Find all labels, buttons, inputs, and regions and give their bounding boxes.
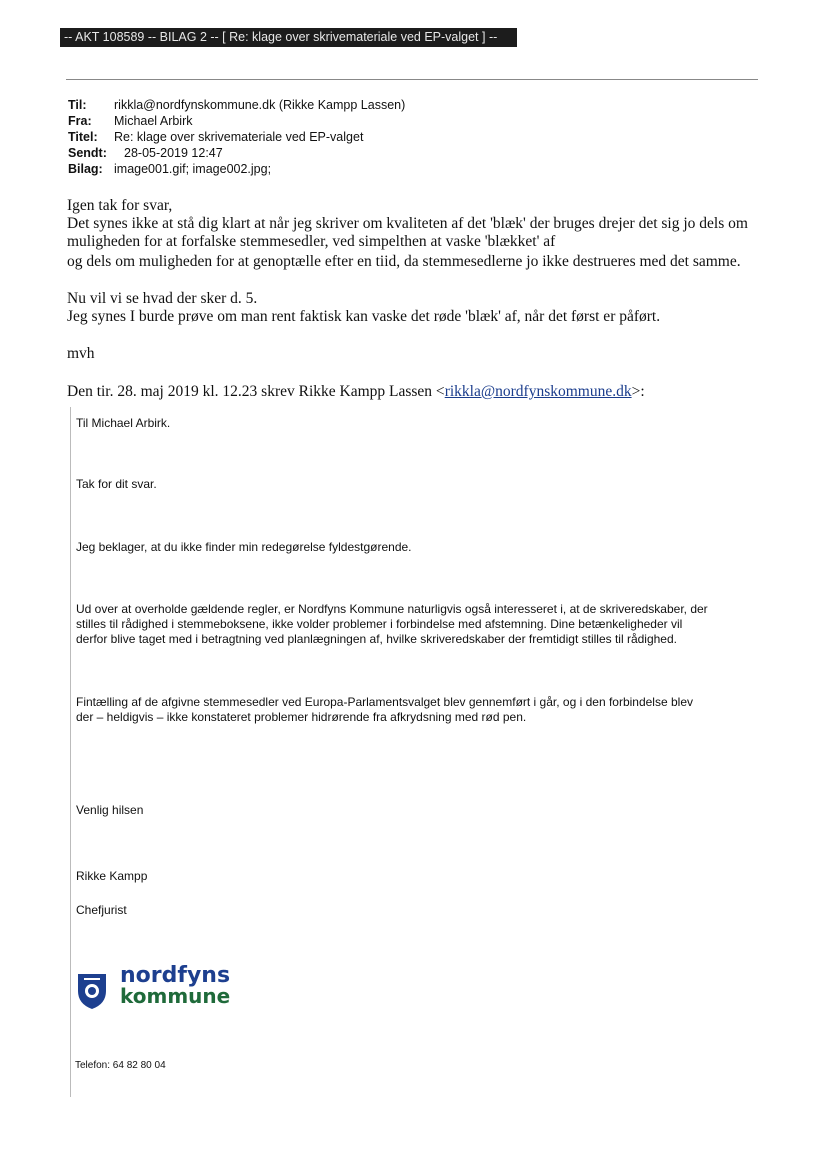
quoted-paragraph-1-line-1: Ud over at overholde gældende regler, er Nordfyns Kommune naturligvis også interesseret i, at de skriveredskaber, der bbox=[76, 602, 708, 616]
quoted-regret: Jeg beklager, at du ikke finder min redegørelse fyldestgørende. bbox=[76, 540, 412, 554]
municipality-logo bbox=[120, 965, 230, 1007]
quoted-thanks: Tak for dit svar. bbox=[76, 477, 157, 491]
logo-line-1: nordfyns bbox=[120, 963, 231, 988]
header-divider bbox=[66, 79, 758, 80]
document-banner: -- AKT 108589 -- BILAG 2 -- [ Re: klage over skrivemateriale ved EP-valget ] -- bbox=[60, 28, 517, 47]
reply-paragraph-2-line-2: Jeg synes I burde prøve om man rent faktisk kan vaske det røde 'blæk' af, når det først er påført. bbox=[67, 308, 661, 325]
reply-signoff: mvh bbox=[67, 345, 95, 362]
to-label: Til: bbox=[68, 98, 87, 112]
quote-intro-text: Den tir. 28. maj 2019 kl. 12.23 skrev Rikke Kampp Lassen < bbox=[67, 383, 445, 400]
sent-label: Sendt: bbox=[68, 146, 107, 160]
reply-paragraph-2-line-1: Nu vil vi se hvad der sker d. 5. bbox=[67, 290, 258, 307]
reply-paragraph-1-line-1: Det synes ikke at stå dig klart at når jeg skriver om kvaliteten af det 'blæk' der bruges drejer det sig jo dels om bbox=[67, 215, 748, 232]
quoted-paragraph-1-line-3: derfor blive taget med i betragtning ved planlægningen af, hvilke skriveredskaber der fremtidigt stilles til rådighed. bbox=[76, 632, 677, 646]
attachments-label: Bilag: bbox=[68, 162, 103, 176]
subject-value: Re: klage over skrivemateriale ved EP-valget bbox=[114, 130, 364, 144]
quote-border bbox=[70, 407, 71, 1097]
quoted-regards: Venlig hilsen bbox=[76, 803, 144, 817]
from-value: Michael Arbirk bbox=[114, 114, 193, 128]
quoted-signer-name: Rikke Kampp bbox=[76, 869, 148, 883]
email-link[interactable]: rikkla@nordfynskommune.dk bbox=[444, 383, 632, 400]
reply-paragraph-1-line-2: muligheden for at forfalske stemmesedler, ved simpelthen at vaske 'blækket' af bbox=[67, 233, 556, 250]
to-value: rikkla@nordfynskommune.dk (Rikke Kampp Lassen) bbox=[114, 98, 406, 112]
sent-value: 28-05-2019 12:47 bbox=[124, 146, 223, 160]
quoted-paragraph-1-line-2: stilles til rådighed i stemmeboksene, ikke volder problemer i forbindelse med afstemning. Dine betænkeligheder vil bbox=[76, 617, 683, 631]
reply-greeting: Igen tak for svar, bbox=[67, 197, 173, 214]
quoted-paragraph-2-line-1: Fintælling af de afgivne stemmesedler ved Europa-Parlamentsvalget blev gennemført i går, og i den forbindelse blev bbox=[76, 695, 693, 709]
from-label: Fra: bbox=[68, 114, 92, 128]
phone-number: Telefon: 64 82 80 04 bbox=[75, 1060, 166, 1071]
reply-paragraph-1-line-3: og dels om muligheden for at genoptælle efter en tiid, da stemmesedlerne jo ikke destrueres med det samme. bbox=[67, 253, 741, 270]
subject-label: Titel: bbox=[68, 130, 98, 144]
quote-intro-end: >: bbox=[631, 383, 645, 400]
quoted-signer-title: Chefjurist bbox=[76, 903, 127, 917]
quoted-salutation: Til Michael Arbirk. bbox=[76, 416, 171, 430]
logo-line-2: kommune bbox=[120, 984, 231, 1008]
quoted-paragraph-2-line-2: der – heldigvis – ikke konstateret problemer hidrørende fra afkrydsning med rød pen. bbox=[76, 710, 527, 724]
attachments-value: image001.gif; image002.jpg; bbox=[114, 162, 272, 176]
quote-intro bbox=[67, 383, 767, 401]
municipality-shield-icon bbox=[76, 971, 108, 1016]
